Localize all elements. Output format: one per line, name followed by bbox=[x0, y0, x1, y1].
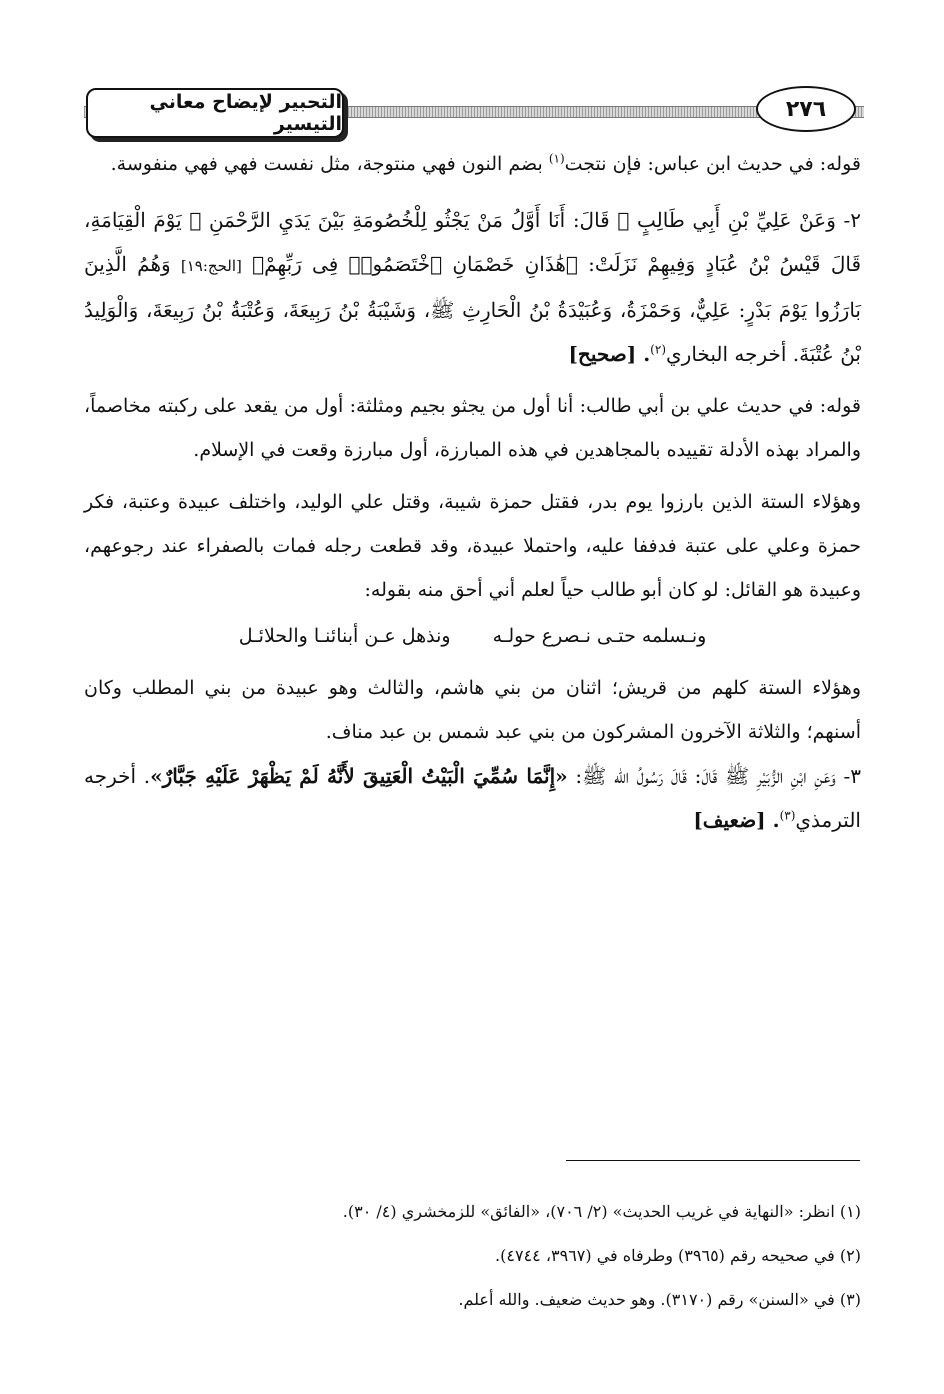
page-body bbox=[84, 142, 861, 842]
hadith-2 bbox=[84, 198, 861, 376]
poem-hemistich-1: ونـسلمه حتـى نـصرع حولـه bbox=[492, 625, 707, 647]
hadith-grade: . [ضعيف] bbox=[693, 808, 780, 832]
poem-hemistich-2: ونذهل عـن أبنائنـا والحلائـل bbox=[238, 625, 451, 647]
hadith-text: ٢- وَعَنْ عَلِيِّ بْنِ أَبِي طَالِبٍ ﷺ قَالَ: أَنَا أَوَّلُ مَنْ يَجْثُو لِلْخُصُومَةِ بَيْنَ يَدَيِ الرَّحْمَنِ ﷻ يَوْمَ الْقِيَامَةِ، قَالَ قَيْسُ بْنُ عُبَادٍ وَفِيهِمْ نَزَلَتْ: ﴿هَٰذَانِ خَصْمَانِ ٱخْتَصَمُوا۟ فِى رَبِّهِمْ﴾ bbox=[84, 208, 862, 276]
footnote-3: (٣) في «السنن» رقم (٣١٧٠). وهو حديث ضعيف. والله أعلم. bbox=[458, 1290, 861, 1309]
prophetic-quote: «إِنَّمَا سُمِّيَ الْبَيْتُ الْعَتِيقَ لأَنَّهُ لَمْ يَظْهَرْ عَلَيْهِ جَبَّارٌ» bbox=[150, 764, 568, 788]
footnote-marker: (٣) bbox=[779, 808, 796, 823]
poem-verse bbox=[84, 614, 861, 658]
paragraph-commentary-3: وهؤلاء الستة الذين بارزوا يوم بدر، فقتل حمزة شيبة، وقتل علي الوليد، واختلف عبيدة وعتبة، فكر حمزة وعلي على عتبة فدففا عليه، واحتملا عبيدة، وقد قطعت رجله فمات بالصفراء عند رجوعهم، وعبيدة هو القائل: لو كان أبو طالب حياً لعلم أني أحق منه بقوله: bbox=[84, 491, 861, 601]
hadith-3 bbox=[84, 754, 861, 842]
page-number: ٢٧٦ bbox=[756, 86, 856, 132]
page-header bbox=[84, 84, 864, 142]
footnote-2: (٢) في صحيحه رقم (٣٩٦٥) وطرفاه في (٣٩٦٧، ٤٧٤٤). bbox=[495, 1246, 861, 1265]
hadith-text: ٣- وَعَنِ ابْنِ الزُّبَيْرِ ﷺ قَالَ: قَالَ رَسُولُ الله ﷺ: bbox=[567, 764, 861, 788]
book-title: التحبير لإيضاح معاني التيسير bbox=[86, 88, 344, 138]
paragraph-commentary-2: قوله: في حديث علي بن أبي طالب: أنا أول من يجثو بجيم ومثلثة: أول من يقعد على ركبته مخاصماً، والمراد بهذه الأدلة تقييده بالمجاهدين في هذه المبارزة، أول مبارزة وقعت في الإسلام. bbox=[84, 395, 861, 461]
paragraph-commentary-4: وهؤلاء الستة كلهم من قريش؛ اثنان من بني هاشم، والثالث وهو عبيدة من بني المطلب وكان أسنهم؛ والثلاثة الآخرون المشركون من بني عبد شمس بن عبد مناف. bbox=[84, 677, 861, 743]
paragraph-commentary-1 bbox=[84, 142, 861, 186]
footnote-marker: (٢) bbox=[650, 342, 666, 357]
paragraph-text: قوله: في حديث ابن عباس: فإن نتجت bbox=[564, 153, 861, 175]
ayah-reference: [الحج:١٩] bbox=[180, 257, 242, 275]
footnote-marker: (١) bbox=[548, 151, 565, 166]
hadith-grade: . [صحيح] bbox=[568, 342, 651, 366]
footnote-1: (١) انظر: «النهاية في غريب الحديث» (٢/ ٧٠٦)، «الفائق» للزمخشري (٤/ ٣٠). bbox=[342, 1202, 861, 1221]
hadith-text: وَهُمُ الَّذِينَ بَارَزُوا يَوْمَ بَدْرٍ: عَلِيٌّ، وَحَمْزَةُ، وَعُبَيْدَةُ بْنُ الْحَارِثِ ﷺ، وَشَيْبَةُ بْنُ رَبِيعَةَ، وَعُتْبَةُ بْنُ رَبِيعَةَ، وَالْوَلِيدُ بْنُ عُتْبَةَ. أخرجه البخاري bbox=[84, 252, 861, 366]
hadith-text: . أخرجه الترمذي bbox=[84, 764, 861, 832]
footnote-divider bbox=[566, 1160, 860, 1161]
paragraph-text: بضم النون فهي منتوجة، مثل نفست فهي فهي منفوسة. bbox=[110, 153, 549, 175]
footnotes bbox=[84, 1190, 861, 1322]
